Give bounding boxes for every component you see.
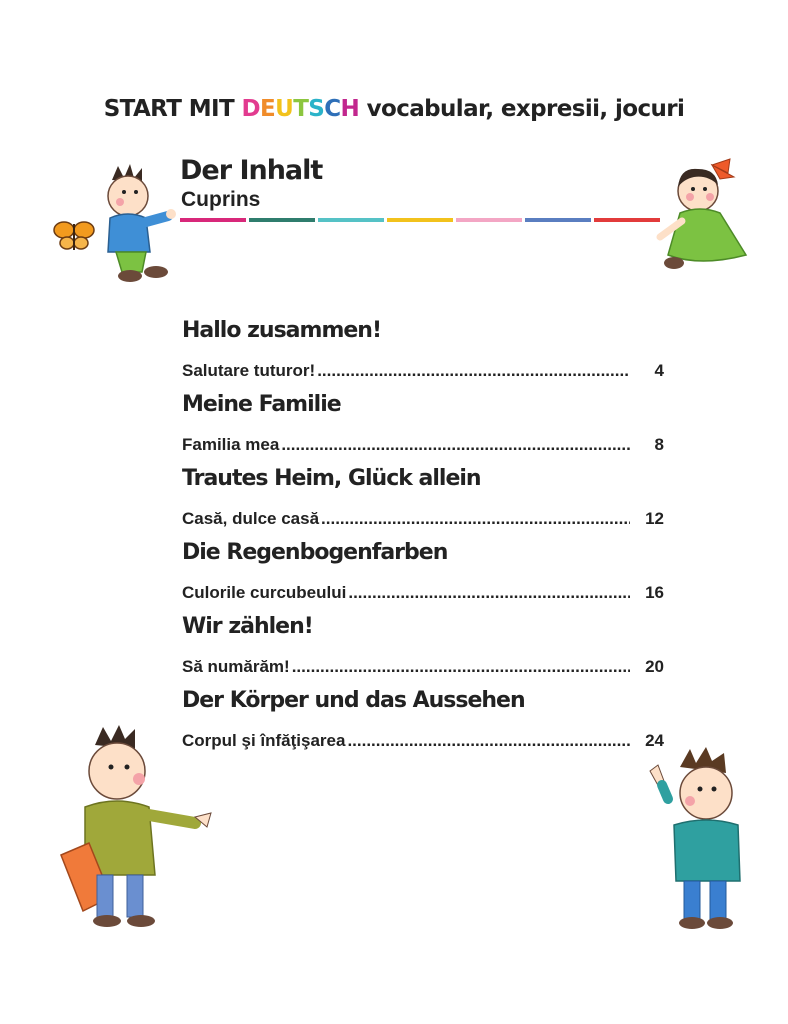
toc-entry[interactable] <box>182 614 664 688</box>
toc-entry-german-title: Hallo zusammen! <box>182 318 381 343</box>
toc-entry-romanian-line <box>182 361 664 381</box>
color-stripe-segment <box>249 218 315 222</box>
toc-entry-romanian-title: Familia mea <box>182 435 280 454</box>
deutsch-letter: U <box>275 96 294 122</box>
toc-entry[interactable] <box>182 392 664 466</box>
toc-entry-romanian-title: Salutare tuturor! <box>182 361 316 380</box>
toc-entry-german-title: Trautes Heim, Glück allein <box>182 466 481 491</box>
toc-entry-romanian-title: Corpul şi înfăţişarea <box>182 731 346 750</box>
toc-entry-romanian-line <box>182 583 664 603</box>
section-title: Der Inhalt <box>180 155 323 186</box>
toc-entry-german-title: Die Regenbogenfarben <box>182 540 448 565</box>
color-stripe-divider <box>180 218 660 222</box>
deutsch-letter: H <box>340 96 360 122</box>
color-stripe-segment <box>456 218 522 222</box>
toc-entry[interactable] <box>182 540 664 614</box>
boy-with-book-illustration <box>55 725 225 935</box>
dot-leader <box>348 583 630 603</box>
header-suffix: vocabular, expresii, jocuri <box>366 96 685 122</box>
girl-in-green-dress-illustration <box>650 155 760 280</box>
toc-page-number: 8 <box>654 435 664 454</box>
toc-entry-romanian-title: Să numărăm! <box>182 657 290 676</box>
dot-leader <box>281 435 630 455</box>
dot-leader <box>292 657 630 677</box>
dot-leader <box>321 509 630 529</box>
header-prefix: START MIT <box>103 96 235 122</box>
toc-page-number: 16 <box>645 583 664 602</box>
toc-entry-german-title: Wir zählen! <box>182 614 313 639</box>
book-header <box>0 96 788 122</box>
toc-page-number: 20 <box>645 657 664 676</box>
toc-entry-romanian-line <box>182 657 664 677</box>
toc-entry-romanian-title: Casă, dulce casă <box>182 509 320 528</box>
toc-entry-romanian-line <box>182 435 664 455</box>
deutsch-letter: C <box>324 96 341 122</box>
deutsch-letter: E <box>260 96 276 122</box>
toc-entry-romanian-line <box>182 509 664 529</box>
butterfly-icon <box>54 222 94 250</box>
toc-entry-romanian-title: Culorile curcubeului <box>182 583 347 602</box>
deutsch-letter: S <box>308 96 325 122</box>
table-of-contents <box>182 318 664 762</box>
header-deutsch-word <box>242 96 367 122</box>
toc-page-number: 4 <box>654 361 664 380</box>
color-stripe-segment <box>525 218 591 222</box>
toc-entry-german-title: Meine Familie <box>182 392 341 417</box>
dot-leader <box>317 361 630 381</box>
section-subtitle: Cuprins <box>181 188 261 211</box>
dot-leader <box>347 731 630 751</box>
toc-entry-romanian-line <box>182 731 664 751</box>
toc-page-number: 24 <box>645 731 664 750</box>
toc-entry[interactable] <box>182 318 664 392</box>
boy-with-butterfly-illustration <box>50 160 200 285</box>
color-stripe-segment <box>318 218 384 222</box>
toc-page-number: 12 <box>645 509 664 528</box>
toc-entry-german-title: Der Körper und das Aussehen <box>182 688 525 713</box>
color-stripe-segment <box>387 218 453 222</box>
waving-boy-illustration <box>640 745 760 935</box>
deutsch-letter: D <box>241 96 260 122</box>
toc-entry[interactable] <box>182 688 664 762</box>
deutsch-letter: T <box>293 96 309 122</box>
toc-entry[interactable] <box>182 466 664 540</box>
